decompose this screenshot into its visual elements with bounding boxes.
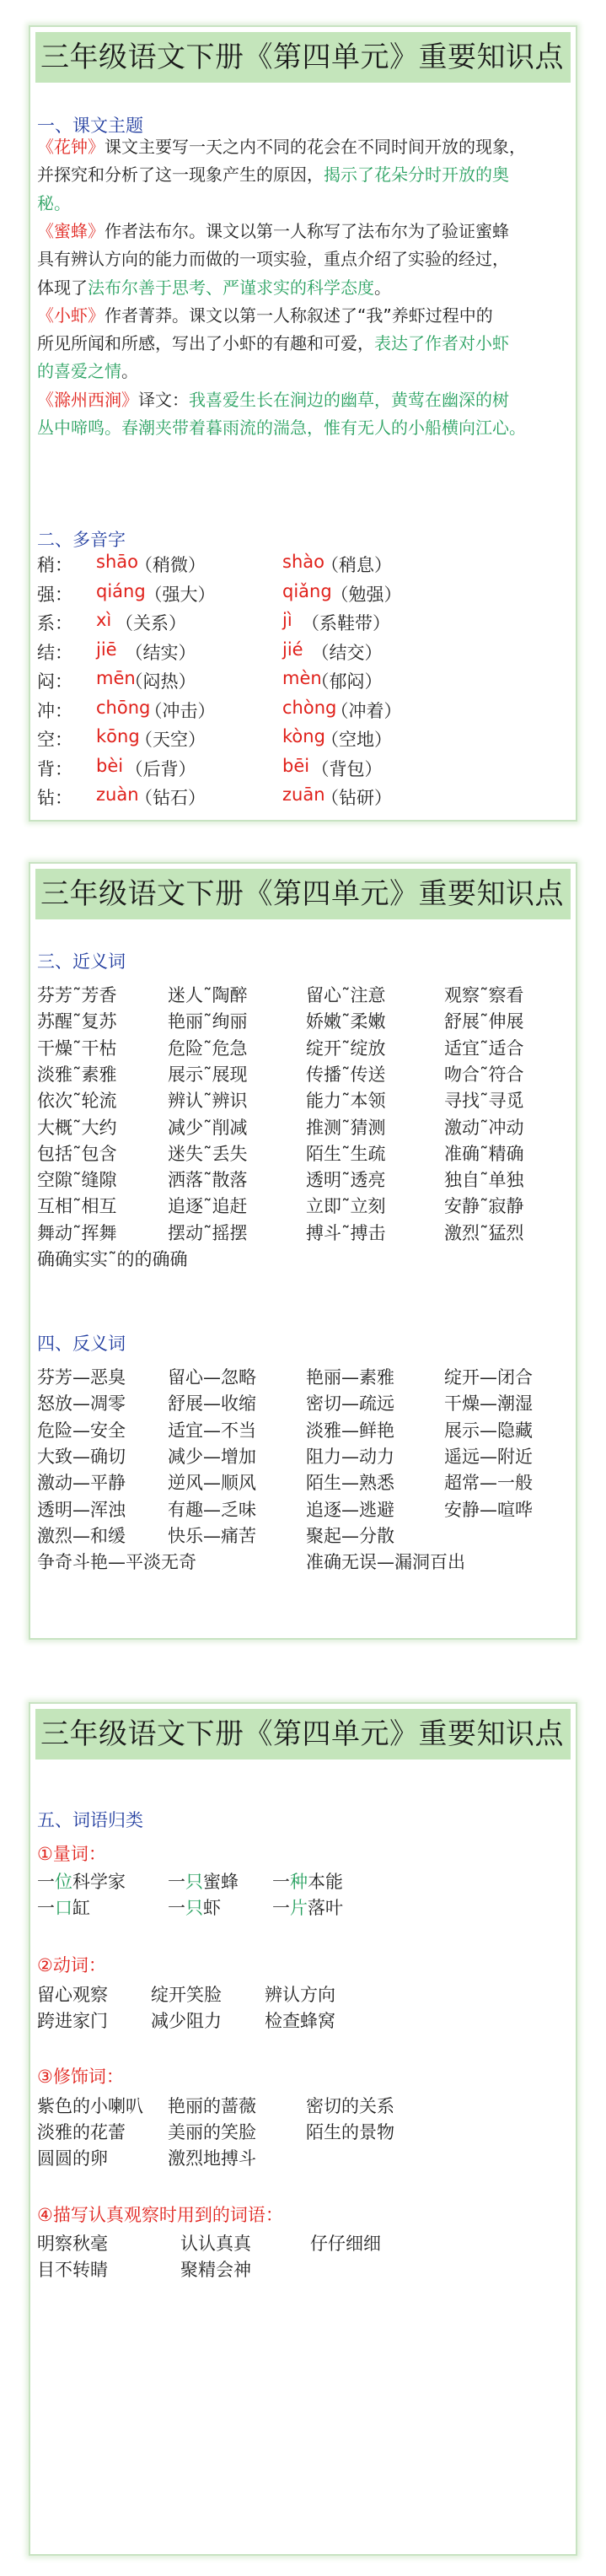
word-b: （稍息） — [321, 555, 392, 575]
synonym-pair: 危险˜危急 — [168, 1037, 248, 1059]
modifier-phrase: 美丽的笑脸 — [168, 2122, 256, 2142]
observation-phrase: 仔仔细细 — [310, 2234, 381, 2254]
paragraph-line — [37, 218, 509, 245]
synonym-pair: 空隙˜缝隙 — [37, 1170, 117, 1191]
synonym-pair: 适宜˜适合 — [444, 1037, 524, 1059]
synonym-pair: 展示˜展现 — [168, 1064, 248, 1085]
word-a: （天空） — [135, 730, 206, 750]
pinyin-a: kōng — [96, 726, 140, 746]
card-1-title: 三年级语文下册《第四单元》重要知识点 — [35, 32, 571, 83]
card-2 — [29, 862, 577, 1640]
synonym-pair: 观察˜察看 — [444, 985, 524, 1005]
synonym-pair: 迷人˜陶醉 — [168, 985, 248, 1005]
modifier-phrase: 激烈地搏斗 — [168, 2148, 256, 2169]
body-text: 体现了 — [37, 277, 88, 298]
highlight-text: 揭示了花朵分时开放的奥 — [324, 164, 509, 186]
pinyin-b: zuān — [282, 784, 325, 805]
synonym-pair: 辨认˜辨识 — [168, 1091, 248, 1112]
measure-word-phrase — [168, 1894, 221, 1920]
synonym-pair: 追逐˜追赶 — [168, 1196, 248, 1217]
synonym-pair: 淡雅˜素雅 — [37, 1064, 117, 1085]
pinyin-b: jì — [282, 610, 292, 630]
body-text: 作者法布尔。课文以第一人称写了法布尔为了验证蜜蜂 — [105, 220, 509, 241]
polyphone-char: 冲： — [37, 700, 72, 721]
paragraph-line — [37, 302, 493, 330]
word-b: （空地） — [321, 730, 392, 750]
pinyin-a: shāo — [96, 552, 138, 572]
paragraph-line — [37, 245, 509, 273]
word-a: （稍微） — [135, 555, 206, 575]
antonym-pair: 阻力—动力 — [306, 1446, 394, 1467]
pinyin-b: shào — [282, 552, 324, 572]
body-text: 课文主要写一天之内不同的花会在不同时间开放的现象， — [105, 137, 526, 157]
polyphone-char: 钻： — [37, 788, 72, 808]
synonym-pair: 洒落˜散落 — [168, 1170, 248, 1191]
polyphone-char: 闷： — [37, 671, 72, 692]
antonym-pair: 聚起—分散 — [306, 1525, 394, 1546]
measure-noun: 落叶 — [308, 1898, 343, 1918]
paragraph-line — [37, 133, 526, 161]
synonym-pair: 互相˜相互 — [37, 1196, 117, 1217]
paragraph-line — [37, 330, 509, 358]
pinyin-b: chòng — [282, 697, 337, 718]
pinyin-b: jié — [282, 639, 303, 660]
measure-prefix: 一 — [168, 1872, 185, 1892]
synonym-pair: 摆动˜摇摆 — [168, 1222, 248, 1243]
antonym-pair: 艳丽—素雅 — [306, 1367, 394, 1388]
card-2-title: 三年级语文下册《第四单元》重要知识点 — [35, 869, 571, 919]
paragraph-line — [37, 161, 509, 189]
polyphone-char: 背： — [37, 758, 72, 779]
verb-phrase: 检查蜂窝 — [265, 2011, 335, 2031]
synonym-pair: 绽开˜绽放 — [306, 1037, 386, 1059]
section-1-heading: 一、课文主题 — [37, 116, 143, 136]
word-b: （钻研） — [321, 788, 392, 808]
measure-word-phrase — [272, 1868, 343, 1894]
highlight-text: 丛中啼鸣。春潮夹带着暮雨流的湍急，惟有无人的小船横向江心。 — [37, 418, 526, 438]
synonym-pair: 迷失˜丢失 — [168, 1143, 248, 1164]
antonym-pair: 芬芳—恶臭 — [37, 1367, 126, 1388]
antonym-pair: 准确无误—漏洞百出 — [306, 1552, 465, 1573]
card-3-title: 三年级语文下册《第四单元》重要知识点 — [35, 1709, 571, 1760]
word-a: （冲击） — [144, 700, 216, 721]
antonym-pair: 绽开—闭合 — [444, 1367, 533, 1388]
modifier-phrase: 紫色的小喇叭 — [37, 2096, 143, 2116]
synonym-pair: 传播˜传送 — [306, 1064, 386, 1085]
polyphone-char: 空： — [37, 730, 72, 750]
synonym-pair: 搏斗˜搏击 — [306, 1222, 386, 1243]
synonym-pair: 干燥˜干枯 — [37, 1037, 117, 1059]
antonym-pair: 减少—增加 — [168, 1446, 256, 1467]
antonym-pair: 留心—忽略 — [168, 1367, 256, 1388]
pinyin-a: zuàn — [96, 784, 139, 805]
pinyin-a: mēn — [96, 668, 136, 688]
modifier-phrase: 陌生的景物 — [306, 2122, 394, 2142]
measure-prefix: 一 — [37, 1872, 55, 1892]
polyphone-char: 稍： — [37, 555, 72, 575]
word-b: （郁闷） — [311, 671, 383, 692]
pinyin-b: kòng — [282, 726, 325, 746]
antonym-pair: 逆风—顺风 — [168, 1473, 256, 1494]
antonym-pair: 密切—疏远 — [306, 1393, 394, 1415]
synonym-pair: 推测˜猜测 — [306, 1117, 386, 1138]
synonym-pair: 舞动˜挥舞 — [37, 1222, 117, 1243]
measure-noun: 科学家 — [72, 1872, 126, 1892]
observation-words-heading: ④描写认真观察时用到的词语： — [37, 2205, 283, 2225]
paragraph-line — [37, 274, 391, 302]
antonym-pair: 干燥—潮湿 — [444, 1393, 533, 1415]
pinyin-a: qiáng — [96, 580, 146, 601]
synonym-pair: 立即˜立刻 — [306, 1196, 386, 1217]
word-a: （关系） — [115, 613, 186, 633]
modifier-phrase: 圆圆的卵 — [37, 2148, 108, 2169]
word-b: （系鞋带） — [302, 613, 390, 633]
measure-word-phrase — [37, 1894, 90, 1920]
verb-phrase: 跨进家门 — [37, 2011, 108, 2031]
observation-phrase: 认认真真 — [180, 2234, 251, 2254]
body-text: 所见所闻和所感，写出了小虾的有趣和可爱， — [37, 333, 374, 354]
synonym-pair: 芬芳˜芳香 — [37, 985, 117, 1005]
lesson-title: 《蜜蜂》 — [37, 220, 105, 241]
synonym-pair: 舒展˜伸展 — [444, 1011, 524, 1032]
verb-phrase: 留心观察 — [37, 1985, 108, 2005]
antonym-pair: 安静—喧哗 — [444, 1499, 533, 1520]
measure-prefix: 一 — [37, 1898, 55, 1918]
antonym-pair: 激动—平静 — [37, 1473, 126, 1494]
synonym-pair: 娇嫩˜柔嫩 — [306, 1011, 386, 1032]
antonym-pair: 超常—一般 — [444, 1473, 533, 1494]
antonym-pair: 陌生—熟悉 — [306, 1473, 394, 1494]
synonym-pair: 苏醒˜复苏 — [37, 1011, 117, 1032]
antonym-pair: 舒展—收缩 — [168, 1393, 256, 1415]
lesson-title: 《花钟》 — [37, 137, 105, 157]
antonym-pair: 遥远—附近 — [444, 1446, 533, 1467]
measure-noun: 缸 — [72, 1898, 90, 1918]
section-2-heading: 二、多音字 — [37, 530, 126, 550]
measure-word: 种 — [290, 1872, 308, 1892]
synonym-pair: 激烈˜猛烈 — [444, 1222, 524, 1243]
highlight-text: 秘。 — [37, 192, 71, 213]
modifier-phrase: 淡雅的花蕾 — [37, 2122, 126, 2142]
polyphone-char: 结： — [37, 642, 72, 663]
body-text: 。 — [374, 277, 391, 298]
modifier-phrase: 密切的关系 — [306, 2096, 394, 2116]
lesson-title: 《滁州西涧》 — [37, 389, 138, 410]
paragraph-line — [37, 414, 526, 442]
antonym-pair: 适宜—不当 — [168, 1420, 256, 1441]
synonym-pair: 寻找˜寻觅 — [444, 1091, 524, 1112]
measure-prefix: 一 — [168, 1898, 185, 1918]
synonym-pair: 激动˜冲动 — [444, 1117, 524, 1138]
measure-noun: 本能 — [308, 1872, 343, 1892]
lesson-title: 《小虾》 — [37, 304, 105, 326]
antonym-pair: 透明—浑浊 — [37, 1499, 126, 1520]
section-3-heading: 三、近义词 — [37, 951, 126, 972]
antonym-pair: 有趣—乏味 — [168, 1499, 256, 1520]
antonym-pair: 快乐—痛苦 — [168, 1525, 256, 1546]
highlight-text: 法布尔善于思考、严谨求实的科学态度 — [88, 277, 374, 298]
measure-word-phrase — [168, 1868, 239, 1894]
modifiers-heading: ③修饰词： — [37, 2067, 124, 2087]
body-text: 具有辨认方向的能力而做的一项实验，重点介绍了实验的经过， — [37, 249, 509, 270]
antonym-pair: 淡雅—鲜艳 — [306, 1420, 394, 1441]
antonym-pair: 展示—隐藏 — [444, 1420, 533, 1441]
measure-word: 口 — [55, 1898, 72, 1918]
antonym-pair: 追逐—逃避 — [306, 1499, 394, 1520]
polyphone-char: 强： — [37, 584, 72, 605]
highlight-text: 我喜爱生长在涧边的幽草，黄莺在幽深的树 — [189, 389, 509, 410]
measure-word: 只 — [185, 1872, 203, 1892]
word-a: （结实） — [125, 642, 196, 663]
highlight-text: 表达了作者对小虾 — [374, 333, 509, 354]
synonym-pair: 能力˜本领 — [306, 1091, 386, 1112]
synonym-pair: 留心˜注意 — [306, 985, 386, 1005]
word-a: （钻石） — [135, 788, 206, 808]
word-a: （强大） — [144, 584, 216, 605]
section-4-heading: 四、反义词 — [37, 1334, 126, 1354]
measure-prefix: 一 — [272, 1872, 290, 1892]
verb-phrase: 辨认方向 — [265, 1985, 335, 2005]
polyphone-char: 系： — [37, 613, 72, 633]
paragraph-line — [37, 358, 138, 385]
verb-phrase: 绽开笑脸 — [151, 1985, 222, 2005]
synonym-pair: 包括˜包含 — [37, 1143, 117, 1164]
pinyin-b: bēi — [282, 755, 310, 776]
observation-phrase: 明察秋毫 — [37, 2234, 108, 2254]
word-a: （后背） — [125, 758, 196, 779]
verbs-heading: ②动词： — [37, 1955, 106, 1975]
modifier-phrase: 艳丽的蔷薇 — [168, 2096, 256, 2116]
verb-phrase: 减少阻力 — [151, 2011, 222, 2031]
card-1 — [29, 25, 577, 822]
antonym-pair: 激烈—和缓 — [37, 1525, 126, 1546]
word-b: （结交） — [311, 642, 383, 663]
observation-phrase: 聚精会神 — [180, 2260, 251, 2280]
synonym-pair: 减少˜削减 — [168, 1117, 248, 1138]
word-b: （背包） — [311, 758, 383, 779]
synonym-pair: 吻合˜符合 — [444, 1064, 524, 1085]
card-3 — [29, 1702, 577, 2556]
measure-words-heading: ①量词： — [37, 1844, 106, 1864]
measure-prefix: 一 — [272, 1898, 290, 1918]
body-text: 译文： — [138, 389, 189, 410]
measure-noun: 蜜蜂 — [203, 1872, 239, 1892]
section-5-heading: 五、词语归类 — [37, 1810, 143, 1830]
synonym-pair: 陌生˜生疏 — [306, 1143, 386, 1164]
synonym-pair: 大概˜大约 — [37, 1117, 117, 1138]
word-a: （闷热） — [125, 671, 196, 692]
synonym-pair: 艳丽˜绚丽 — [168, 1011, 248, 1032]
measure-noun: 虾 — [203, 1898, 221, 1918]
paragraph-line — [37, 386, 509, 414]
highlight-text: 的喜爱之情 — [37, 361, 121, 382]
synonym-pair: 确确实实˜的的确确 — [37, 1249, 188, 1269]
observation-phrase: 目不转睛 — [37, 2260, 108, 2280]
measure-word: 位 — [55, 1872, 72, 1892]
measure-word-phrase — [37, 1868, 126, 1894]
pinyin-a: jiē — [96, 639, 117, 660]
pinyin-a: bèi — [96, 755, 124, 776]
body-text: 作者菁莽。课文以第一人称叙述了“我”养虾过程中的 — [105, 304, 493, 326]
antonym-pair: 危险—安全 — [37, 1420, 126, 1441]
synonym-pair: 准确˜精确 — [444, 1143, 524, 1164]
measure-word: 只 — [185, 1898, 203, 1918]
antonym-pair: 大致—确切 — [37, 1446, 126, 1467]
body-text: 。 — [121, 361, 138, 382]
pinyin-a: xì — [96, 610, 112, 630]
antonym-pair: 怒放—凋零 — [37, 1393, 126, 1415]
word-b: （冲着） — [330, 700, 402, 721]
paragraph-line — [37, 190, 71, 218]
word-b: （勉强） — [330, 584, 402, 605]
measure-word: 片 — [290, 1898, 308, 1918]
synonym-pair: 独自˜单独 — [444, 1170, 524, 1191]
body-text: 并探究和分析了这一现象产生的原因， — [37, 164, 324, 186]
synonym-pair: 依次˜轮流 — [37, 1091, 117, 1112]
measure-word-phrase — [272, 1894, 343, 1920]
pinyin-b: mèn — [282, 668, 322, 688]
pinyin-b: qiǎng — [282, 580, 332, 601]
synonym-pair: 透明˜透亮 — [306, 1170, 386, 1191]
antonym-pair: 争奇斗艳—平淡无奇 — [37, 1552, 196, 1573]
synonym-pair: 安静˜寂静 — [444, 1196, 524, 1217]
pinyin-a: chōng — [96, 697, 151, 718]
